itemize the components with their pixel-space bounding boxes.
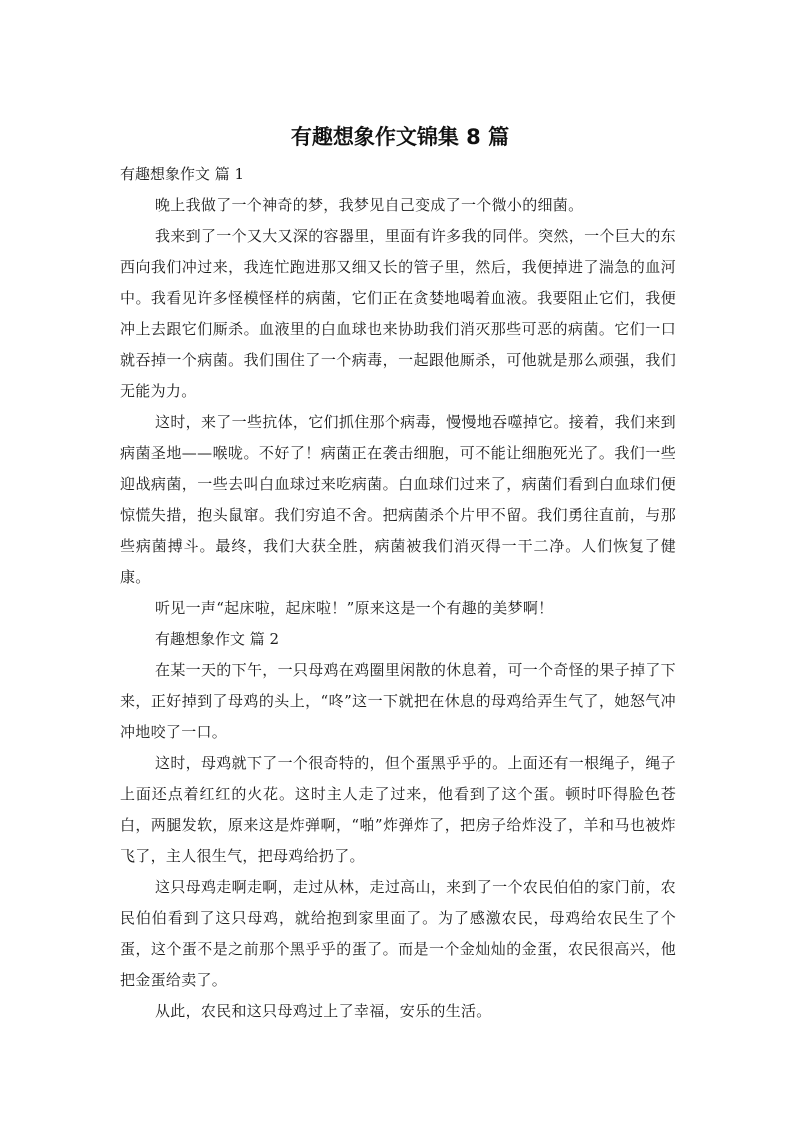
paragraph: 这只母鸡走啊走啊，走过从林，走过高山，来到了一个农民伯伯的家门前，农民伯伯看到了这只母鸡，就给抱到家里面了。为了感激农民，母鸡给农民生了个蛋，这个蛋不是之前那个黑乎乎的蛋了。而是一个金灿灿的金蛋，农民很高兴，他把金蛋给卖了。 xyxy=(120,878,676,989)
paragraph: 这时，来了一些抗体，它们抓住那个病毒，慢慢地吞噬掉它。接着，我们来到病菌圣地——喉咙。不好了！病菌正在袭击细胞，可不能让细胞死光了。我们一些迎战病菌，一些去叫白血球过来吃病菌。白血球们过来了，病菌们看到白血球们便惊慌失措，抱头鼠窜。我们穷追不舍。把病菌杀个片甲不留。我们勇往直前，与那些病菌搏斗。最终，我们大获全胜，病菌被我们消灭得一干二净。人们恢复了健康。 xyxy=(120,413,676,586)
paragraph: 这时，母鸡就下了一个很奇特的，但个蛋黑乎乎的。上面还有一根绳子，绳子上面还点着红红的火花。这时主人走了过来，他看到了这个蛋。顿时吓得脸色苍白，两腿发软，原来这是炸弹啊，“啪”炸弹炸了，把房子给炸没了，羊和马也被炸飞了，主人很生气，把母鸡给扔了。 xyxy=(120,754,676,865)
paragraph: 从此，农民和这只母鸡过上了幸福，安乐的生活。 xyxy=(155,1002,492,1020)
section-heading: 有趣想象作文 篇 2 xyxy=(155,630,280,648)
document-body xyxy=(120,159,676,1027)
paragraph: 晚上我做了一个神奇的梦，我梦见自己变成了一个微小的细菌。 xyxy=(155,196,584,214)
document-title: 有趣想象作文锦集 8 篇 xyxy=(290,125,510,149)
paragraph: 听见一声“起床啦，起床啦！”原来这是一个有趣的美梦啊！ xyxy=(155,599,554,617)
section-2 xyxy=(120,624,676,1027)
section-1 xyxy=(120,159,676,624)
section-heading: 有趣想象作文 篇 1 xyxy=(120,165,245,183)
paragraph: 在某一天的下午，一只母鸡在鸡圈里闲散的休息着，可一个奇怪的果子掉了下来，正好掉到了母鸡的头上，“咚”这一下就把在休息的母鸡给弄生气了，她怒气冲冲地咬了一口。 xyxy=(120,661,676,741)
paragraph: 我来到了一个又大又深的容器里，里面有许多我的同伴。突然，一个巨大的东西向我们冲过来，我连忙跑进那又细又长的管子里，然后，我便掉进了湍急的血河中。我看见许多怪模怪样的病菌，它们正在贪婪地喝着血液。我要阻止它们，我便冲上去跟它们厮杀。血液里的白血球也来协助我们消灭那些可恶的病菌。它们一口就吞掉一个病菌。我们围住了一个病毒，一起跟他厮杀，可他就是那么顽强，我们无能为力。 xyxy=(120,227,676,400)
